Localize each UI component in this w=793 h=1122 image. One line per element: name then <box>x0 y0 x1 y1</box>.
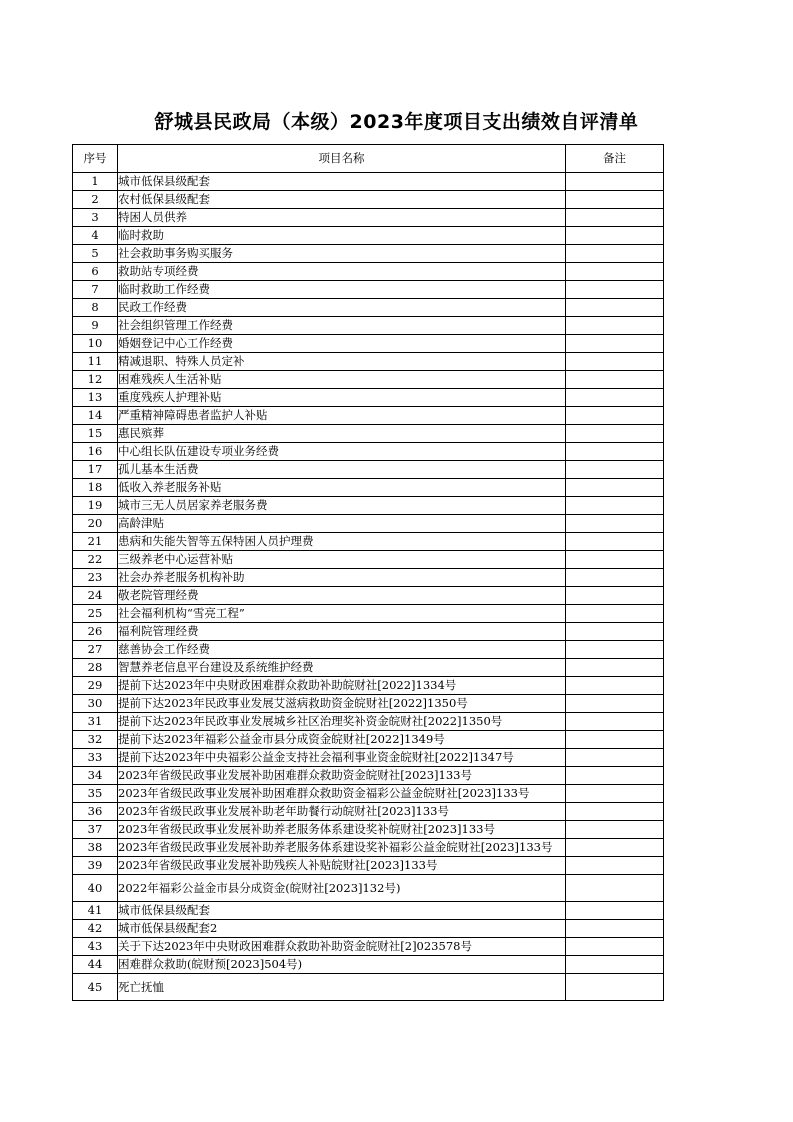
project-name: 社会组织管理工作经费 <box>118 317 566 335</box>
table-row <box>73 281 664 299</box>
project-name: 城市低保县级配套2 <box>118 920 566 938</box>
row-index: 20 <box>73 515 118 533</box>
row-note <box>566 407 664 425</box>
project-name: 民政工作经费 <box>118 299 566 317</box>
row-note <box>566 281 664 299</box>
row-index: 42 <box>73 920 118 938</box>
row-note <box>566 461 664 479</box>
table-row <box>73 695 664 713</box>
row-index: 14 <box>73 407 118 425</box>
project-name: 死亡抚恤 <box>118 974 566 1001</box>
table-row <box>73 920 664 938</box>
project-name: 社会办养老服务机构补助 <box>118 569 566 587</box>
table-row <box>73 245 664 263</box>
project-name: 困难群众救助(皖财预[2023]504号) <box>118 956 566 974</box>
project-name: 福利院管理经费 <box>118 623 566 641</box>
project-name: 重度残疾人护理补贴 <box>118 389 566 407</box>
table-row <box>73 227 664 245</box>
row-note <box>566 785 664 803</box>
table-row <box>73 785 664 803</box>
table-row <box>73 299 664 317</box>
table-row <box>73 497 664 515</box>
table-row <box>73 956 664 974</box>
row-index: 21 <box>73 533 118 551</box>
row-note <box>566 731 664 749</box>
table-row <box>73 389 664 407</box>
project-name: 精减退职、特殊人员定补 <box>118 353 566 371</box>
project-name: 患病和失能失智等五保特困人员护理费 <box>118 533 566 551</box>
row-note <box>566 956 664 974</box>
row-note <box>566 938 664 956</box>
row-note <box>566 551 664 569</box>
header-index: 序号 <box>73 145 118 173</box>
row-note <box>566 263 664 281</box>
project-name: 提前下达2023年中央财政困难群众救助补助皖财社[2022]1334号 <box>118 677 566 695</box>
row-note <box>566 695 664 713</box>
row-note <box>566 227 664 245</box>
table-row <box>73 263 664 281</box>
row-index: 30 <box>73 695 118 713</box>
table-row <box>73 902 664 920</box>
row-note <box>566 533 664 551</box>
table-row <box>73 335 664 353</box>
project-name: 2023年省级民政事业发展补助养老服务体系建设奖补皖财社[2023]133号 <box>118 821 566 839</box>
table-row <box>73 875 664 902</box>
table-row <box>73 974 664 1001</box>
row-index: 6 <box>73 263 118 281</box>
table-row <box>73 443 664 461</box>
row-index: 36 <box>73 803 118 821</box>
table-row <box>73 713 664 731</box>
row-index: 31 <box>73 713 118 731</box>
project-name: 临时救助 <box>118 227 566 245</box>
project-name: 2023年省级民政事业发展补助老年助餐行动皖财社[2023]133号 <box>118 803 566 821</box>
row-index: 37 <box>73 821 118 839</box>
table-row <box>73 821 664 839</box>
table-row <box>73 461 664 479</box>
row-note <box>566 641 664 659</box>
row-note <box>566 479 664 497</box>
row-note <box>566 713 664 731</box>
row-index: 23 <box>73 569 118 587</box>
table-row <box>73 371 664 389</box>
project-name: 社会救助事务购买服务 <box>118 245 566 263</box>
row-note <box>566 569 664 587</box>
row-note <box>566 191 664 209</box>
project-table <box>72 144 664 1001</box>
row-index: 28 <box>73 659 118 677</box>
project-name: 临时救助工作经费 <box>118 281 566 299</box>
project-name: 特困人员供养 <box>118 209 566 227</box>
project-name: 城市三无人员居家养老服务费 <box>118 497 566 515</box>
table-row <box>73 938 664 956</box>
table-row <box>73 749 664 767</box>
row-note <box>566 353 664 371</box>
row-note <box>566 605 664 623</box>
row-note <box>566 857 664 875</box>
header-name: 项目名称 <box>118 145 566 173</box>
row-index: 2 <box>73 191 118 209</box>
project-name: 2023年省级民政事业发展补助养老服务体系建设奖补福彩公益金皖财社[2023]133号 <box>118 839 566 857</box>
row-note <box>566 902 664 920</box>
row-note <box>566 371 664 389</box>
project-name: 困难残疾人生活补贴 <box>118 371 566 389</box>
table-row <box>73 353 664 371</box>
project-name: 城市低保县级配套 <box>118 173 566 191</box>
row-index: 11 <box>73 353 118 371</box>
row-index: 19 <box>73 497 118 515</box>
project-name: 低收入养老服务补贴 <box>118 479 566 497</box>
header-note: 备注 <box>566 145 664 173</box>
table-row <box>73 587 664 605</box>
row-index: 1 <box>73 173 118 191</box>
row-note <box>566 920 664 938</box>
table-row <box>73 407 664 425</box>
row-index: 22 <box>73 551 118 569</box>
table-row <box>73 479 664 497</box>
row-note <box>566 875 664 902</box>
project-name: 慈善协会工作经费 <box>118 641 566 659</box>
row-note <box>566 299 664 317</box>
row-note <box>566 173 664 191</box>
table-row <box>73 623 664 641</box>
row-index: 4 <box>73 227 118 245</box>
row-index: 5 <box>73 245 118 263</box>
project-name: 2022年福彩公益金市县分成资金(皖财社[2023]132号) <box>118 875 566 902</box>
project-name: 孤儿基本生活费 <box>118 461 566 479</box>
project-name: 三级养老中心运营补贴 <box>118 551 566 569</box>
project-name: 救助站专项经费 <box>118 263 566 281</box>
row-index: 38 <box>73 839 118 857</box>
row-index: 34 <box>73 767 118 785</box>
row-note <box>566 974 664 1001</box>
table-row <box>73 659 664 677</box>
row-index: 3 <box>73 209 118 227</box>
project-name: 2023年省级民政事业发展补助困难群众救助资金福彩公益金皖财社[2023]133号 <box>118 785 566 803</box>
row-note <box>566 335 664 353</box>
row-index: 9 <box>73 317 118 335</box>
project-name: 婚姻登记中心工作经费 <box>118 335 566 353</box>
row-note <box>566 803 664 821</box>
row-index: 29 <box>73 677 118 695</box>
row-note <box>566 425 664 443</box>
row-index: 24 <box>73 587 118 605</box>
table-body <box>73 173 664 1001</box>
row-index: 10 <box>73 335 118 353</box>
row-index: 8 <box>73 299 118 317</box>
page-title: 舒城县民政局（本级）2023年度项目支出绩效自评清单 <box>154 111 639 133</box>
row-index: 25 <box>73 605 118 623</box>
row-note <box>566 587 664 605</box>
project-name: 城市低保县级配套 <box>118 902 566 920</box>
row-note <box>566 749 664 767</box>
project-name: 高龄津贴 <box>118 515 566 533</box>
table-row <box>73 173 664 191</box>
table-row <box>73 857 664 875</box>
project-name: 智慧养老信息平台建设及系统维护经费 <box>118 659 566 677</box>
table-row <box>73 191 664 209</box>
project-name: 提前下达2023年民政事业发展城乡社区治理奖补资金皖财社[2022]1350号 <box>118 713 566 731</box>
table-row <box>73 767 664 785</box>
project-name: 提前下达2023年中央福彩公益金支持社会福利事业资金皖财社[2022]1347号 <box>118 749 566 767</box>
row-index: 32 <box>73 731 118 749</box>
table-row <box>73 533 664 551</box>
row-index: 15 <box>73 425 118 443</box>
row-note <box>566 443 664 461</box>
row-index: 26 <box>73 623 118 641</box>
table-row <box>73 677 664 695</box>
project-name: 严重精神障碍患者监护人补贴 <box>118 407 566 425</box>
row-index: 44 <box>73 956 118 974</box>
project-name: 2023年省级民政事业发展补助残疾人补贴皖财社[2023]133号 <box>118 857 566 875</box>
row-index: 18 <box>73 479 118 497</box>
row-index: 16 <box>73 443 118 461</box>
row-index: 12 <box>73 371 118 389</box>
table-row <box>73 569 664 587</box>
row-note <box>566 245 664 263</box>
row-index: 13 <box>73 389 118 407</box>
project-name: 2023年省级民政事业发展补助困难群众救助资金皖财社[2023]133号 <box>118 767 566 785</box>
row-note <box>566 497 664 515</box>
table-row <box>73 641 664 659</box>
row-note <box>566 677 664 695</box>
table-row <box>73 731 664 749</box>
row-note <box>566 659 664 677</box>
row-index: 43 <box>73 938 118 956</box>
project-name: 提前下达2023年福彩公益金市县分成资金皖财社[2022]1349号 <box>118 731 566 749</box>
table-row <box>73 209 664 227</box>
table-row <box>73 551 664 569</box>
project-name: 社会福利机构“雪亮工程” <box>118 605 566 623</box>
row-index: 7 <box>73 281 118 299</box>
project-name: 中心组长队伍建设专项业务经费 <box>118 443 566 461</box>
project-name: 关于下达2023年中央财政困难群众救助补助资金皖财社[2]023578号 <box>118 938 566 956</box>
row-index: 17 <box>73 461 118 479</box>
project-name: 惠民殡葬 <box>118 425 566 443</box>
row-note <box>566 515 664 533</box>
row-note <box>566 389 664 407</box>
table-row <box>73 515 664 533</box>
row-note <box>566 209 664 227</box>
row-index: 27 <box>73 641 118 659</box>
row-index: 33 <box>73 749 118 767</box>
row-index: 39 <box>73 857 118 875</box>
table-row <box>73 839 664 857</box>
table-row <box>73 425 664 443</box>
row-index: 40 <box>73 875 118 902</box>
table-row <box>73 317 664 335</box>
row-note <box>566 623 664 641</box>
project-name: 提前下达2023年民政事业发展艾滋病救助资金皖财社[2022]1350号 <box>118 695 566 713</box>
table-header-row <box>73 145 664 173</box>
project-name: 农村低保县级配套 <box>118 191 566 209</box>
row-note <box>566 839 664 857</box>
row-index: 41 <box>73 902 118 920</box>
row-index: 35 <box>73 785 118 803</box>
project-name: 敬老院管理经费 <box>118 587 566 605</box>
row-note <box>566 821 664 839</box>
table-row <box>73 605 664 623</box>
row-index: 45 <box>73 974 118 1001</box>
table-row <box>73 803 664 821</box>
row-note <box>566 317 664 335</box>
row-note <box>566 767 664 785</box>
